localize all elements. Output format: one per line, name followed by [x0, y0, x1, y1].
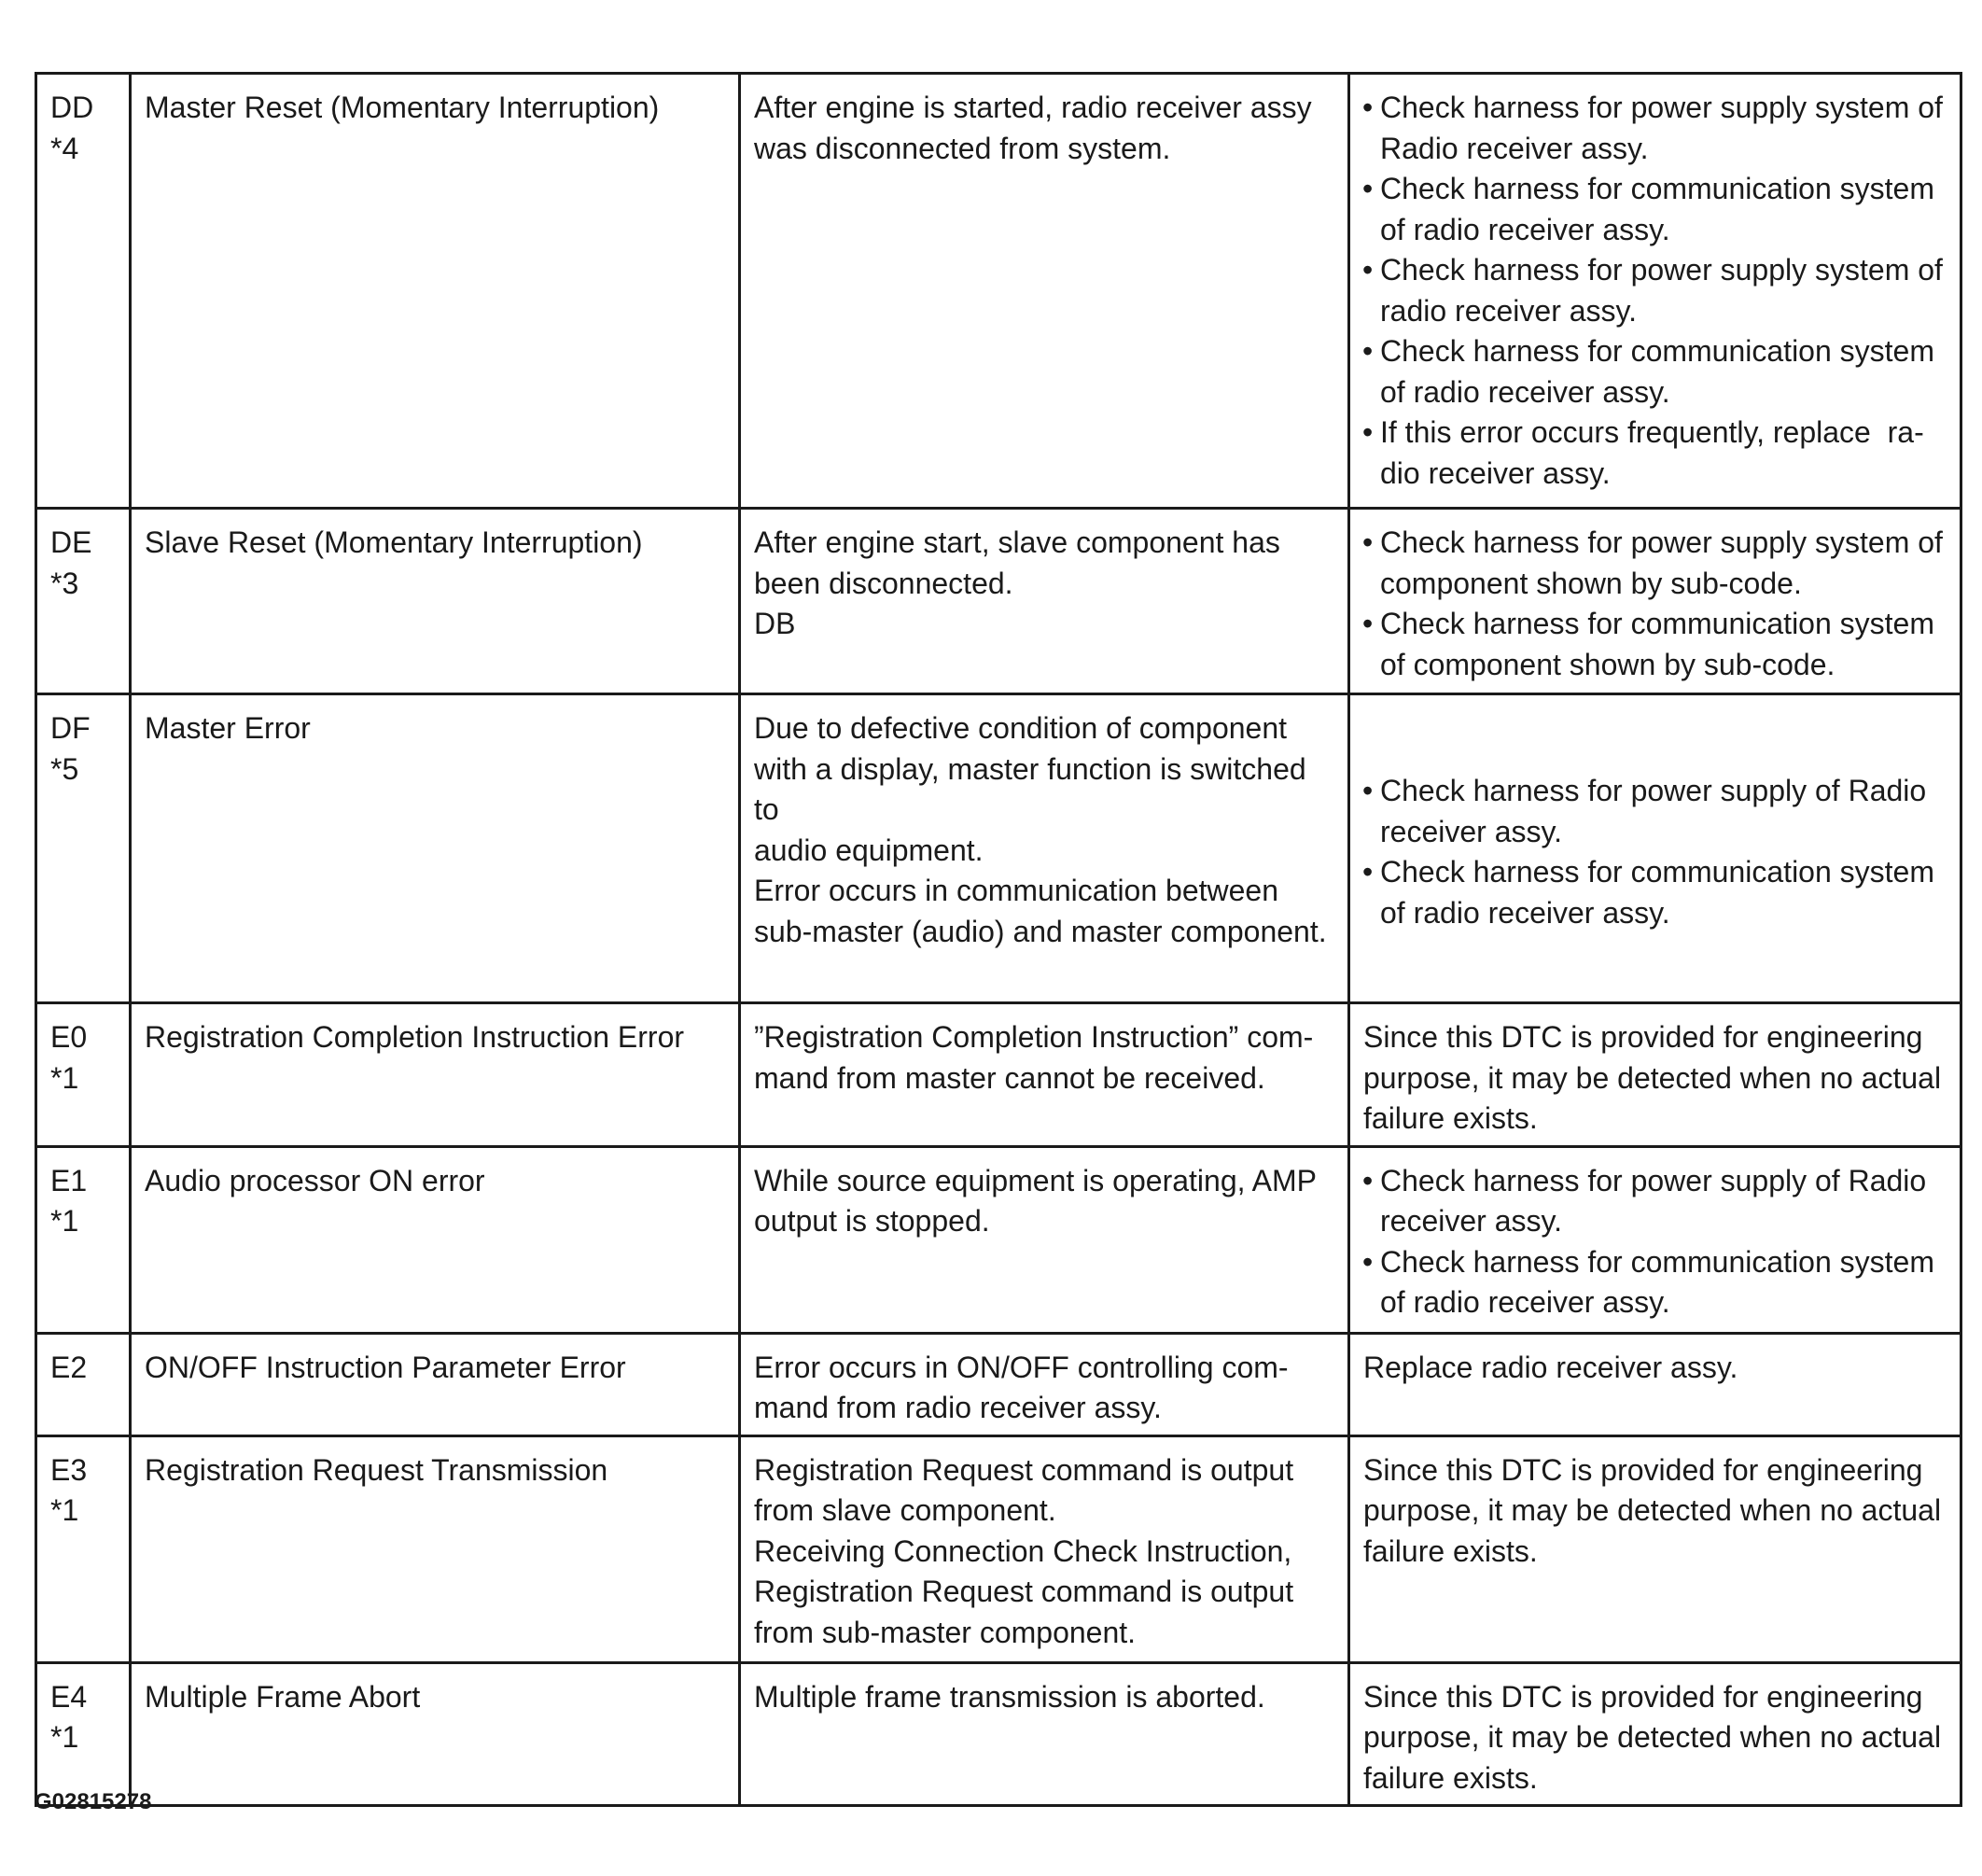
detection-line: was disconnected from system. [754, 131, 1171, 165]
remedy-line: Since this DTC is provided for engineering [1363, 1452, 1923, 1487]
detection-cell [740, 74, 1349, 509]
detection-cell [740, 1146, 1349, 1333]
detection-line: from sub-master component. [754, 1615, 1137, 1649]
check-list [1363, 88, 1947, 494]
detection-line: mand from master cannot be received. [754, 1060, 1265, 1095]
remedy-line: failure exists. [1363, 1101, 1538, 1135]
dtc-name-cell [131, 1146, 740, 1333]
check-line: receiver assy. [1380, 1204, 1563, 1238]
remedy-cell [1349, 1435, 1961, 1662]
dtc-note: *3 [50, 566, 79, 600]
remedy-line: failure exists. [1363, 1533, 1538, 1568]
detection-line: DB [754, 607, 796, 640]
check-line: radio receiver assy. [1380, 293, 1638, 328]
check-item [1363, 604, 1947, 685]
remedy-cell [1349, 1662, 1961, 1806]
detection-line: After engine start, slave component has [754, 525, 1280, 559]
check-item [1363, 771, 1947, 852]
check-item [1363, 523, 1947, 604]
dtc-code-cell [36, 74, 131, 509]
dtc-code: DE [50, 525, 92, 559]
dtc-code: E1 [50, 1163, 88, 1197]
table-row [36, 1333, 1961, 1435]
check-line: • If this error occurs frequently, replace ra- [1380, 415, 1924, 449]
detection-cell [740, 1435, 1349, 1662]
check-line: receiver assy. [1380, 814, 1563, 848]
check-line: • Check harness for communication system [1380, 1244, 1934, 1279]
check-line: of radio receiver assy. [1380, 895, 1670, 930]
dtc-name: Master Error [145, 711, 311, 745]
detection-line: Due to defective condition of component [754, 711, 1288, 745]
dtc-code: E2 [50, 1350, 88, 1384]
table-row [36, 1003, 1961, 1147]
check-list [1363, 1161, 1947, 1323]
check-line: of radio receiver assy. [1380, 212, 1670, 246]
dtc-code: DD [50, 91, 94, 124]
detection-cell [740, 694, 1349, 1003]
remedy-line: Replace radio receiver assy. [1363, 1350, 1738, 1384]
remedy-cell [1349, 1003, 1961, 1147]
check-cell [1349, 74, 1961, 509]
dtc-code-cell [36, 1003, 131, 1147]
detection-cell [740, 509, 1349, 694]
dtc-code-cell [36, 1146, 131, 1333]
dtc-name-cell [131, 1003, 740, 1147]
remedy-line: Since this DTC is provided for engineering [1363, 1020, 1923, 1054]
check-cell [1349, 1146, 1961, 1333]
check-item [1363, 250, 1947, 331]
check-line: • Check harness for communication system [1380, 334, 1934, 368]
detection-line: After engine is started, radio receiver assy [754, 91, 1312, 124]
dtc-code-cell [36, 509, 131, 694]
table-row [36, 74, 1961, 509]
dtc-code-cell [36, 1435, 131, 1662]
detection-line: Multiple frame transmission is aborted. [754, 1679, 1265, 1714]
dtc-code: E4 [50, 1679, 88, 1714]
check-line: • Check harness for power supply system of [1380, 91, 1943, 124]
table-row [36, 1662, 1961, 1806]
remedy-line: Since this DTC is provided for engineering [1363, 1679, 1923, 1714]
dtc-name: Master Reset (Momentary Interruption) [145, 91, 660, 124]
detection-line: with a display, master function is switched to [754, 751, 1315, 826]
detection-cell [740, 1662, 1349, 1806]
remedy-line: purpose, it may be detected when no actual [1363, 1060, 1942, 1095]
check-item [1363, 413, 1947, 494]
table-row [36, 1435, 1961, 1662]
dtc-name: Registration Completion Instruction Error [145, 1020, 685, 1054]
check-line: of component shown by sub-code. [1380, 647, 1835, 681]
check-line: of radio receiver assy. [1380, 374, 1670, 409]
detection-line: from slave component. [754, 1493, 1056, 1527]
figure-id: G02815278 [35, 1789, 152, 1814]
dtc-note: *1 [50, 1204, 79, 1238]
check-line: • Check harness for power supply of Radio [1380, 774, 1927, 807]
dtc-code: E3 [50, 1452, 88, 1487]
detection-line: Receiving Connection Check Instruction, [754, 1533, 1292, 1568]
check-cell [1349, 694, 1961, 1003]
check-line: • Check harness for communication system [1380, 855, 1934, 889]
dtc-name-cell [131, 74, 740, 509]
dtc-name: Registration Request Transmission [145, 1452, 608, 1487]
detection-line: Registration Request command is output [754, 1575, 1294, 1608]
detection-line: audio equipment. [754, 833, 984, 867]
check-list [1363, 771, 1947, 933]
detection-cell [740, 1003, 1349, 1147]
table-row [36, 694, 1961, 1003]
dtc-name-cell [131, 694, 740, 1003]
check-line: • Check harness for power supply system of [1380, 253, 1943, 287]
remedy-cell [1349, 1333, 1961, 1435]
check-line: • Check harness for communication system [1380, 607, 1934, 640]
detection-line: mand from radio receiver assy. [754, 1391, 1162, 1424]
dtc-name: Multiple Frame Abort [145, 1679, 421, 1714]
dtc-name-cell [131, 509, 740, 694]
detection-line: been disconnected. [754, 566, 1013, 600]
detection-line: sub-master (audio) and master component. [754, 914, 1327, 948]
detection-line: Error occurs in communication between [754, 874, 1279, 907]
check-line: of radio receiver assy. [1380, 1285, 1670, 1319]
detection-line: Registration Request command is output [754, 1452, 1294, 1487]
remedy-line: failure exists. [1363, 1760, 1538, 1795]
dtc-table [35, 72, 1962, 1807]
dtc-code-cell [36, 1662, 131, 1806]
dtc-code-cell [36, 694, 131, 1003]
check-list [1363, 523, 1947, 685]
detection-line: ”Registration Completion Instruction” com- [754, 1020, 1314, 1054]
check-item [1363, 169, 1947, 250]
check-line: component shown by sub-code. [1380, 566, 1802, 600]
detection-line: output is stopped. [754, 1204, 990, 1238]
check-line: • Check harness for power supply system of [1380, 525, 1943, 559]
check-line: • Check harness for communication system [1380, 172, 1934, 205]
check-item [1363, 852, 1947, 933]
table-row [36, 509, 1961, 694]
dtc-note: *5 [50, 751, 79, 786]
dtc-note: *1 [50, 1060, 79, 1095]
dtc-code: E0 [50, 1020, 88, 1054]
dtc-name-cell [131, 1435, 740, 1662]
dtc-note: *1 [50, 1720, 79, 1754]
table-row [36, 1146, 1961, 1333]
dtc-code: DF [50, 711, 91, 745]
dtc-name: ON/OFF Instruction Parameter Error [145, 1350, 626, 1384]
dtc-name: Slave Reset (Momentary Interruption) [145, 525, 643, 559]
check-line: • Check harness for power supply of Radio [1380, 1163, 1927, 1197]
detection-cell [740, 1333, 1349, 1435]
dtc-name: Audio processor ON error [145, 1163, 485, 1197]
check-cell [1349, 509, 1961, 694]
check-item [1363, 1242, 1947, 1323]
remedy-line: purpose, it may be detected when no actual [1363, 1493, 1942, 1527]
remedy-line: purpose, it may be detected when no actual [1363, 1720, 1942, 1754]
detection-line: While source equipment is operating, AMP [754, 1163, 1317, 1197]
dtc-note: *4 [50, 131, 79, 165]
dtc-name-cell [131, 1333, 740, 1435]
dtc-code-cell [36, 1333, 131, 1435]
check-item [1363, 331, 1947, 413]
detection-line: Error occurs in ON/OFF controlling com- [754, 1350, 1289, 1384]
check-item [1363, 1161, 1947, 1242]
check-line: dio receiver assy. [1380, 455, 1611, 490]
check-item [1363, 88, 1947, 169]
check-line: Radio receiver assy. [1380, 131, 1649, 165]
dtc-name-cell [131, 1662, 740, 1806]
dtc-note: *1 [50, 1493, 79, 1527]
